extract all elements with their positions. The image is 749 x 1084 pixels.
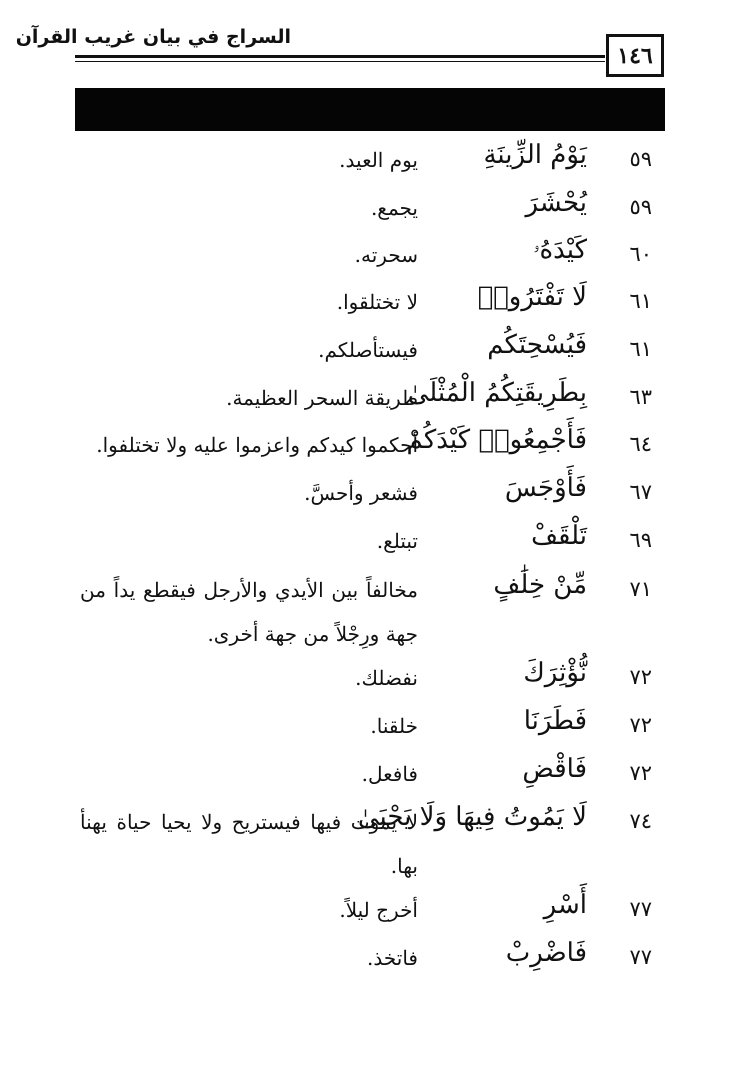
verse-number: ٧٤ xyxy=(629,809,652,833)
header-black-band xyxy=(75,88,665,131)
quranic-word: أَسْرِ xyxy=(543,890,587,920)
word-meaning: يجمع. xyxy=(370,196,418,220)
verse-number: ٧٧ xyxy=(629,945,652,969)
page-number-box xyxy=(606,34,664,77)
quranic-word: فَأَجْمِعُوا۟ كَيْدَكُمْ xyxy=(406,425,587,455)
quranic-word: نُّؤْثِرَكَ xyxy=(523,658,587,688)
verse-number: ٦٠ xyxy=(629,242,652,266)
word-meaning: لا تختلقوا. xyxy=(336,290,418,314)
quranic-word: فَطَرَنَا xyxy=(523,706,587,736)
quranic-word: يُحْشَرَ xyxy=(525,188,587,218)
quranic-word: بِطَرِيقَتِكُمُ الْمُثْلَىٰ xyxy=(407,378,587,408)
quranic-word: فَيُسْحِتَكُم xyxy=(487,330,587,360)
quranic-word: لَا يَمُوتُ فِيهَا وَلَا يَحْيَىٰ xyxy=(357,802,587,832)
verse-number: ٧١ xyxy=(629,577,652,601)
quranic-word: فَأَوْجَسَ xyxy=(504,473,587,503)
quranic-word: فَاضْرِبْ xyxy=(505,938,587,968)
verse-number: ٦٩ xyxy=(629,528,652,552)
running-header-title: السراج في بيان غريب القرآن xyxy=(15,26,291,48)
word-meaning: يوم العيد. xyxy=(339,148,418,172)
verse-number: ٧٢ xyxy=(629,761,652,785)
quranic-word: تَلْقَفْ xyxy=(531,521,587,551)
quranic-word: فَاقْضِ xyxy=(522,754,587,784)
verse-number: ٦٤ xyxy=(629,432,652,456)
header-rule-thin xyxy=(75,61,605,62)
word-meaning: فيستأصلكم. xyxy=(318,338,418,362)
page-number: ١٤٦ xyxy=(617,43,653,69)
word-meaning: طريقة السحر العظيمة. xyxy=(226,386,418,410)
quranic-word: مِّنْ خِلَٰفٍ xyxy=(493,570,587,600)
word-meaning: فشعر وأحسَّ. xyxy=(304,481,418,505)
word-meaning: نفضلك. xyxy=(355,666,418,690)
verse-number: ٥٩ xyxy=(629,195,652,219)
word-meaning: خلقنا. xyxy=(370,714,418,738)
word-meaning: لا يموت فيها فيستريح ولا يحيا حياة يهنأ بها. xyxy=(80,810,418,878)
word-meaning: فاتخذ. xyxy=(367,946,418,970)
quranic-word: لَا تَفْتَرُوا۟ xyxy=(477,282,587,312)
verse-number: ٦١ xyxy=(629,289,652,313)
word-meaning: أحكموا كيدكم واعزموا عليه ولا تختلفوا. xyxy=(96,433,418,457)
verse-number: ٧٧ xyxy=(629,897,652,921)
verse-number: ٧٢ xyxy=(629,665,652,689)
word-meaning: سحرته. xyxy=(354,243,418,267)
verse-number: ٧٢ xyxy=(629,713,652,737)
word-meaning: تبتلع. xyxy=(376,529,418,553)
verse-number: ٦١ xyxy=(629,337,652,361)
verse-number: ٥٩ xyxy=(629,147,652,171)
word-meaning: أخرج ليلاً. xyxy=(339,898,418,922)
word-meaning: مخالفاً بين الأيدي والأرجل فيقطع يداً من جهة ورِجْلاً من جهة أخرى. xyxy=(80,578,418,646)
verse-number: ٦٧ xyxy=(629,480,652,504)
quranic-word: يَوْمُ الزِّينَةِ xyxy=(483,140,587,170)
verse-number: ٦٣ xyxy=(629,385,652,409)
quranic-word: كَيْدَهُۥ xyxy=(533,235,587,265)
word-meaning: فافعل. xyxy=(361,762,418,786)
header-rule-thick xyxy=(75,55,605,58)
